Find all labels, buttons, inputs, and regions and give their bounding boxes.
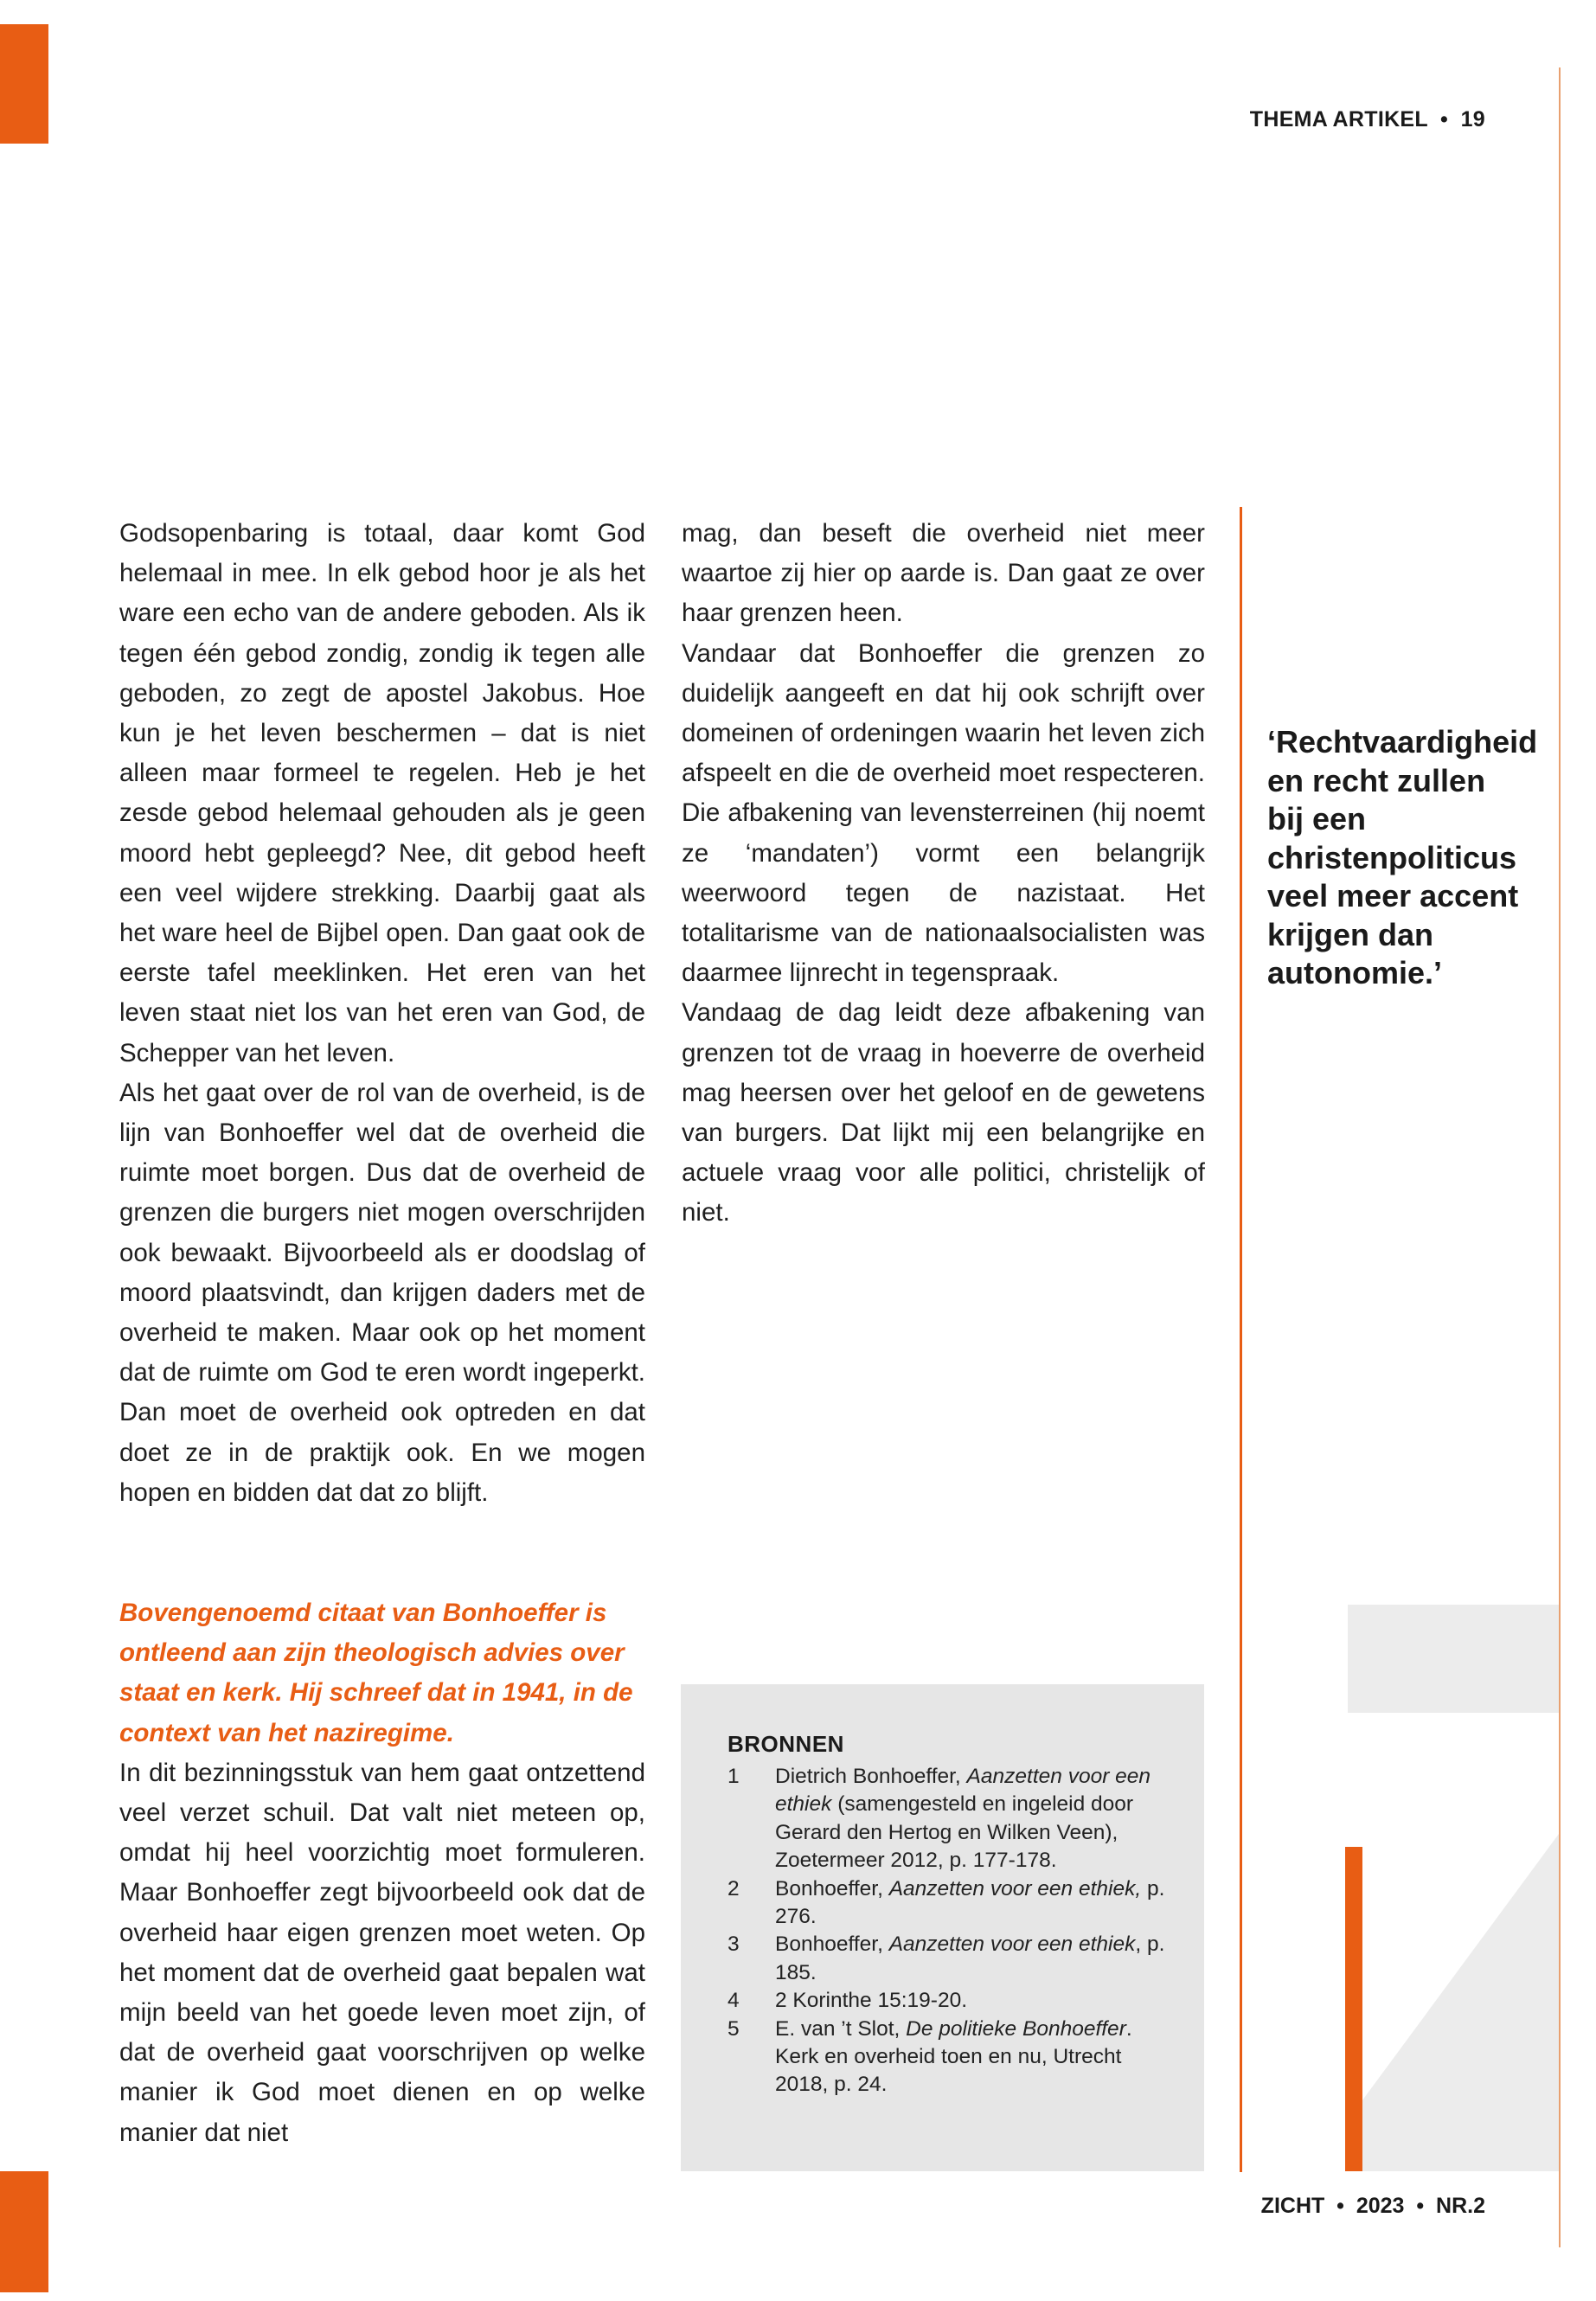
- page-number: 19: [1460, 107, 1485, 131]
- source-text: E. van ’t Slot, De politieke Bonhoeffer. Kerk en overheid toen en nu, Utrecht 2018, p. 24.: [775, 2016, 1132, 2097]
- paragraph: Als het gaat over de rol van de overheid, is de lijn van Bonhoeffer wel dat de overheid die ruimte moet borgen. Dus dat de overheid de grenzen die burgers niet mogen overschrijden ook bewaakt. Bijvoorbeeld als er doodslag of moord plaatsvindt, dan krijgen daders met de overheid te maken. Maar ook op het moment dat de ruimte om God te eren wordt ingeperkt. Dan moet de overheid ook optreden en dat doet ze in de praktijk ook. En we mogen hopen en bidden dat dat zo blijft.: [119, 1078, 645, 1507]
- running-footer: [1261, 2194, 1485, 2219]
- pullquote-rule: [1240, 507, 1242, 2172]
- z-orange-stripe: [1345, 1847, 1362, 2171]
- magazine-name: ZICHT: [1260, 2194, 1325, 2218]
- running-header: [1250, 107, 1485, 132]
- orange-edge-tab-top: [0, 24, 48, 144]
- z-top-bar-shape: [1348, 1605, 1559, 1713]
- source-text: Bonhoeffer, Aanzetten voor een ethiek, p. 276.: [775, 1876, 1165, 1929]
- paragraph: mag, dan beseft die overheid niet meer waartoe zij hier op aarde is. Dan gaat ze over haar grenzen heen.: [682, 519, 1205, 628]
- source-text: Bonhoeffer, Aanzetten voor een ethiek, p. 185.: [775, 1932, 1165, 1984]
- sources-title: BRONNEN: [727, 1731, 844, 1757]
- body-column-middle: [682, 514, 1205, 1234]
- footer-separator: •: [1330, 2194, 1350, 2218]
- issue-number: NR.2: [1436, 2194, 1485, 2218]
- source-number: 4: [727, 1989, 740, 2013]
- sources-box: [681, 1684, 1204, 2171]
- sources-list: [727, 1763, 1178, 2099]
- source-item: [727, 1763, 1178, 1875]
- section-intro: [119, 1593, 645, 2153]
- source-item: [727, 2016, 1178, 2099]
- source-number: 5: [727, 2016, 740, 2041]
- body-column-left: [119, 514, 645, 1513]
- paragraph: Godsopenbaring is totaal, daar komt God helemaal in mee. In elk gebod hoor je als het ware een echo van de andere geboden. Als ik tegen één gebod zondig, zondig ik tegen alle geboden, zo zegt de apostel Jakobus. Hoe kun je het leven beschermen – dat is niet alleen maar formeel te regelen. Heb je het zesde gebod helemaal gehouden als je geen moord hebt gepleegd? Nee, dit gebod heeft een veel wijdere strekking. Daarbij gaat als het ware heel de Bijbel open. Dan gaat ook de eerste tafel meeklinken. Het eren van het leven staat niet los van het eren van God, de Schepper van het leven.: [119, 519, 645, 1067]
- orange-edge-tab-bottom: [0, 2171, 48, 2292]
- source-item: [727, 1931, 1178, 1987]
- source-number: 3: [727, 1932, 740, 1957]
- pullquote: ‘Rechtvaardigheid en recht zullen bij een christenpoliticus veel meer accent krijgen dan autonomie.’: [1267, 724, 1538, 990]
- header-separator: •: [1433, 107, 1455, 131]
- footer-separator: •: [1410, 2194, 1431, 2218]
- source-item: [727, 1875, 1178, 1932]
- source-item: [727, 1987, 1178, 2015]
- issue-year: 2023: [1356, 2194, 1405, 2218]
- source-number: 2: [727, 1876, 740, 1900]
- paragraph: Vandaag de dag leidt deze afbakening van grenzen tot de vraag in hoeverre de overheid mag heersen over het geloof en de gewetens van burgers. Dat lijkt mij een belangrijke en actuele vraag voor alle politici, christelijk of niet.: [682, 998, 1205, 1227]
- section-label: THEMA ARTIKEL: [1249, 107, 1428, 131]
- source-text: Dietrich Bonhoeffer, Aanzetten voor een ethiek (samengesteld en ingeleid door Gerard den Hertog en Wilken Veen), Zoetermeer 2012, p. 177-178.: [775, 1765, 1151, 1873]
- lead-paragraph: Bovengenoemd citaat van Bonhoeffer is ontleend aan zijn theologisch advies over staat en kerk. Hij schreef dat in 1941, in de context van het naziregime.: [119, 1599, 633, 1747]
- z-diagonal-shape: [1345, 1834, 1559, 2171]
- source-number: 1: [727, 1765, 740, 1788]
- source-text: 2 Korinthe 15:19-20.: [775, 1989, 968, 2013]
- page-edge-rule: [1559, 67, 1561, 2247]
- decorative-z-graphic: [1345, 1605, 1559, 2171]
- paragraph: Vandaar dat Bonhoeffer die grenzen zo duidelijk aangeeft en dat hij ook schrijft over domeinen of ordeningen waarin het leven zich afspeelt en die de overheid moet respecteren. Die afbakening van levensterreinen (hij noemt ze ‘mandaten’) vormt een belangrijk weerwoord tegen de nazistaat. Het totalitarisme van de nationaalsocialisten was daarmee lijnrecht in tegenspraak.: [682, 638, 1205, 988]
- paragraph: In dit bezinningsstuk van hem gaat ontzettend veel verzet schuil. Dat valt niet meteen op, omdat hij heel voorzichtig moet formuleren. Maar Bonhoeffer zegt bijvoorbeeld ook dat de overheid haar eigen grenzen moet weten. Op het moment dat de overheid gaat bepalen wat mijn beeld van het goede leven moet zijn, of dat de overheid gaat voorschrijven op welke manier ik God moet dienen en op welke manier dat niet: [119, 1758, 645, 2147]
